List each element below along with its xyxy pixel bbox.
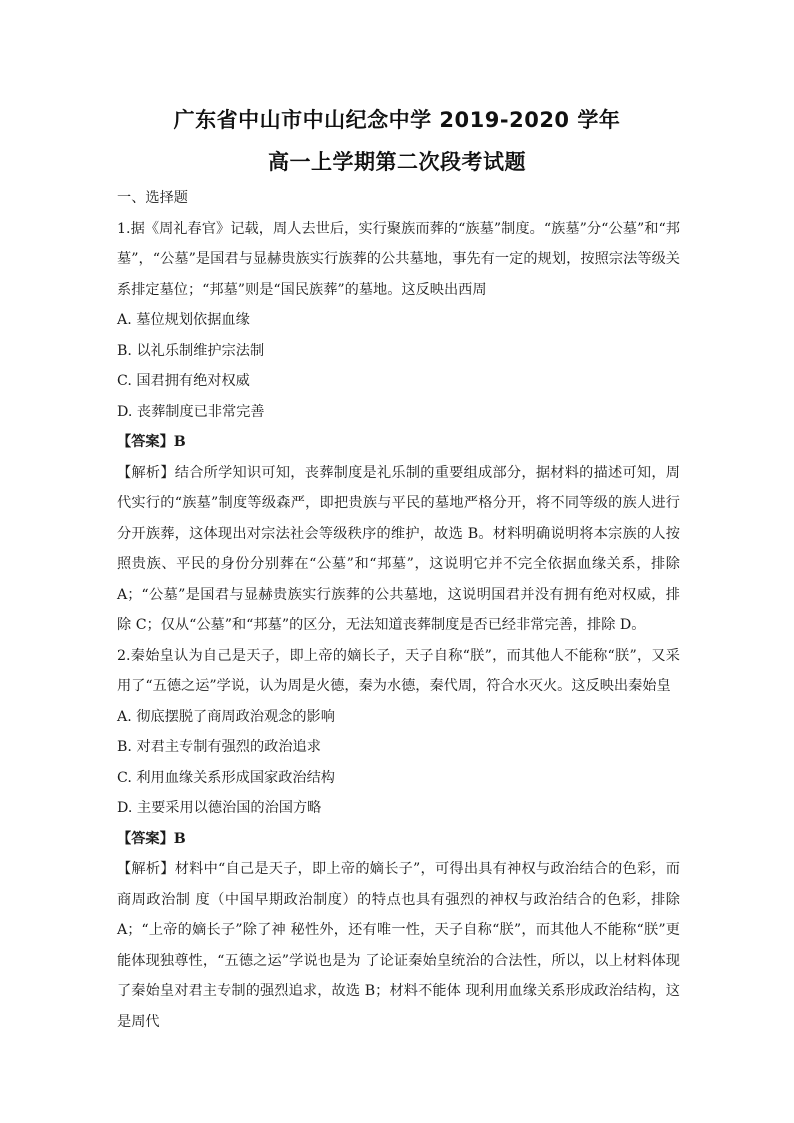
question-option: C. 利用血缘关系形成国家政治结构 <box>117 769 335 786</box>
answer-label: 【答案】B <box>117 830 186 847</box>
document-title-line2: 高一上学期第二次段考试题 <box>268 150 526 174</box>
question-block <box>117 214 680 641</box>
document-body <box>117 183 680 1037</box>
question-option: D. 丧葬制度已非常完善 <box>117 403 265 420</box>
question-option: B. 以礼乐制维护宗法制 <box>117 342 265 359</box>
question-stem: 2.秦始皇认为自己是天子，即上帝的嫡长子，天子自称“朕”，而其他人不能称“朕”，又采用了“五德之运”学说，认为周是火德，秦为水德，秦代周，符合水灭火。这反映出秦始皇 <box>117 647 680 694</box>
document-title-line1: 广东省中山市中山纪念中学 2019-2020 学年 <box>173 108 621 132</box>
question-option: A. 墓位规划依据血缘 <box>117 312 250 328</box>
question-stem: 1.据《周礼春官》记载，周人去世后，实行聚族而葬的“族墓”制度。“族墓”分“公墓”和“邦墓”，“公墓”是国君与显赫贵族实行族葬的公共墓地，事先有一定的规划，按照宗法等级关系排定墓位；“邦墓”则是“国民族葬”的墓地。这反映出西周 <box>117 220 680 298</box>
analysis-text: 【解析】材料中“自己是天子，即上帝的嫡长子”，可得出具有神权与政治结合的色彩，而商周政治制 度（中国早期政治制度）的特点也具有强烈的神权与政治结合的色彩，排除 A；“上帝的嫡长子”除了神 秘性外，还有唯一性，天子自称“朕”，而其他人不能称“朕”更能体现独尊性，“五德之运”学说也是为 了论证秦始皇统治的合法性，所以，以上材料体现了秦始皇对君主专制的强烈追求，故选 B；材料不能体 现利用血缘关系形成政治结构，这是周代 <box>117 861 680 1030</box>
question-option: D. 主要采用以德治国的治国方略 <box>117 800 322 816</box>
answer-label: 【答案】B <box>117 434 186 450</box>
question-option: C. 国君拥有绝对权威 <box>117 373 250 389</box>
question-option: B. 对君主专制有强烈的政治追求 <box>117 739 321 755</box>
analysis-text: 【解析】结合所学知识可知，丧葬制度是礼乐制的重要组成部分，据材料的描述可知，周代实行的“族墓”制度等级森严，即把贵族与平民的墓地严格分开，将不同等级的族人进行分开族葬，这体现出对宗法社会等级秩序的维护，故选 B。材料明确说明将本宗族的人按照贵族、平民的身份分别葬在“公墓”和“邦墓”，这说明它并不完全依据血缘关系，排除 A；“公墓”是国君与显赫贵族实行族葬的公共墓地，这说明国君并没有拥有绝对权威，排除 C；仅从“公墓”和“邦墓”的区分，无法知道丧葬制度是否已经非常完善，排除 D。 <box>117 464 680 633</box>
section-heading: 一、选择题 <box>117 190 188 206</box>
question-option: A. 彻底摆脱了商周政治观念的影响 <box>117 708 335 725</box>
question-block <box>117 641 680 1038</box>
